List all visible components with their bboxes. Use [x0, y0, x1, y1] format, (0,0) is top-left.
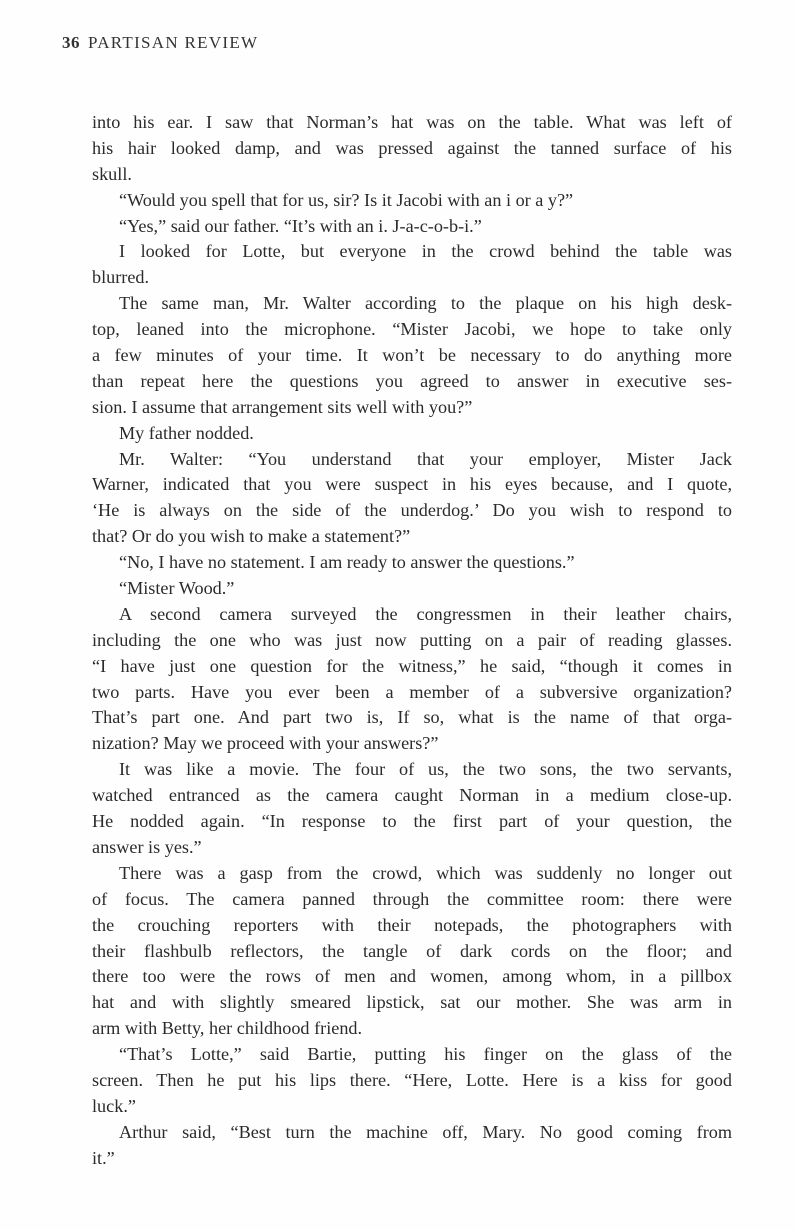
- text-line: My father nodded.: [119, 422, 254, 443]
- text-line: the crouching reporters with their notepads, the photographers with: [92, 914, 732, 935]
- text-line: ‘He is always on the side of the underdog.’ Do you wish to respond to: [92, 500, 732, 521]
- text-line: there too were the rows of men and women, among whom, in a pillbox: [92, 966, 732, 987]
- text-line: blurred.: [92, 267, 150, 288]
- text-line: “No, I have no statement. I am ready to answer the questions.”: [119, 552, 575, 573]
- text-line: two parts. Have you ever been a member of a subversive organization?: [92, 681, 732, 702]
- text-line: their flashbulb reflectors, the tangle of dark cords on the floor; and: [92, 940, 732, 961]
- text-line: a few minutes of your time. It won’t be necessary to do anything more: [92, 345, 732, 366]
- text-line: hat and with slightly smeared lipstick, sat our mother. She was arm in: [92, 992, 732, 1013]
- text-line: Warner, indicated that you were suspect in his eyes because, and I quote,: [92, 474, 732, 495]
- text-line: screen. Then he put his lips there. “Here, Lotte. Here is a kiss for good: [92, 1069, 732, 1090]
- text-line: There was a gasp from the crowd, which was suddenly no longer out: [119, 862, 732, 883]
- text-line: skull.: [92, 163, 132, 184]
- text-line: “Mister Wood.”: [119, 578, 235, 599]
- text-line: He nodded again. “In response to the first part of your question, the: [92, 811, 732, 832]
- text-line: his hair looked damp, and was pressed against the tanned surface of his: [92, 137, 732, 158]
- text-line: watched entranced as the camera caught Norman in a medium close-up.: [92, 785, 732, 806]
- text-line: answer is yes.”: [92, 836, 202, 857]
- text-line: “Would you spell that for us, sir? Is it Jacobi with an i or a y?”: [119, 189, 574, 210]
- text-line: nization? May we proceed with your answers?”: [92, 733, 439, 754]
- text-line: A second camera surveyed the congressmen in their leather chairs,: [119, 603, 732, 624]
- text-line: “I have just one question for the witness,” he said, “though it comes in: [92, 655, 732, 676]
- text-line: sion. I assume that arrangement sits well with you?”: [92, 396, 473, 417]
- text-line: “Yes,” said our father. “It’s with an i. J-a-c-o-b-i.”: [119, 215, 482, 236]
- text-line: luck.”: [92, 1095, 136, 1116]
- text-line: that? Or do you wish to make a statement?”: [92, 526, 411, 547]
- text-line: of focus. The camera panned through the committee room: there were: [92, 888, 732, 909]
- text-line: including the one who was just now putting on a pair of reading glasses.: [92, 629, 732, 650]
- text-line: I looked for Lotte, but everyone in the crowd behind the table was: [119, 241, 732, 262]
- text-line: than repeat here the questions you agreed to answer in executive ses-: [92, 370, 732, 391]
- text-line: top, leaned into the microphone. “Mister Jacobi, we hope to take only: [92, 319, 732, 340]
- body-text: [92, 110, 732, 1172]
- text-line: Mr. Walter: “You understand that your employer, Mister Jack: [119, 448, 732, 469]
- journal-title: PARTISAN REVIEW: [88, 33, 259, 52]
- running-head: [62, 33, 258, 53]
- page-number: 36: [62, 33, 80, 52]
- text-line: It was like a movie. The four of us, the two sons, the two servants,: [119, 759, 732, 780]
- text-line: arm with Betty, her childhood friend.: [92, 1018, 363, 1039]
- text-line: “That’s Lotte,” said Bartie, putting his finger on the glass of the: [119, 1044, 732, 1065]
- text-line: it.”: [92, 1147, 115, 1168]
- text-line: The same man, Mr. Walter according to the plaque on his high desk-: [119, 293, 732, 314]
- text-line: Arthur said, “Best turn the machine off, Mary. No good coming from: [119, 1121, 732, 1142]
- text-line: into his ear. I saw that Norman’s hat was on the table. What was left of: [92, 112, 732, 132]
- text-line: That’s part one. And part two is, If so, what is the name of that orga-: [92, 707, 732, 728]
